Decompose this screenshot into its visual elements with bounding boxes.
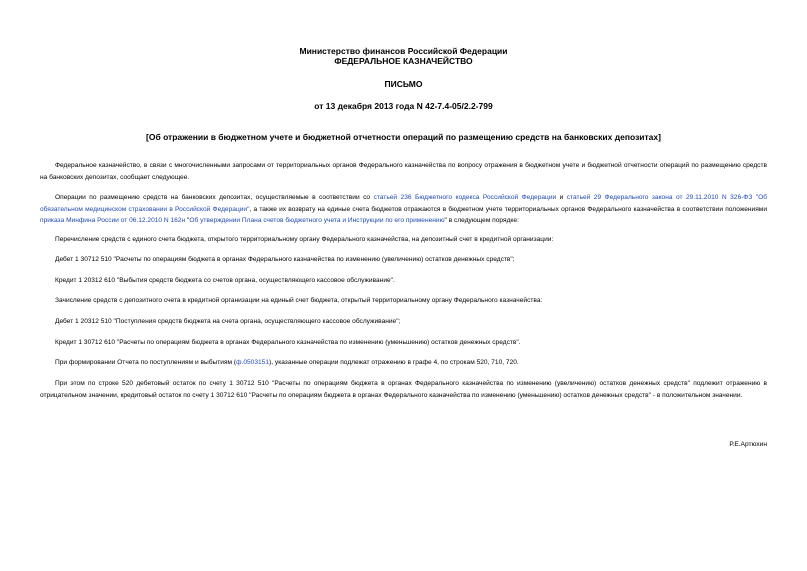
treasury-name: ФЕДЕРАЛЬНОЕ КАЗНАЧЕЙСТВО (334, 56, 473, 66)
paragraph-credit-1: Кредит 1 20312 610 "Выбытия средств бюджета со счетов органа, осуществляющего кассовое обслуживание". (55, 277, 395, 284)
link-form-0503151[interactable]: ф.0503151 (236, 359, 270, 366)
paragraph-debit-1: Дебет 1 30712 510 "Расчеты по операциям бюджета в органах Федерального казначейства по изменению (увеличению) остатков денежных средств"; (55, 256, 515, 263)
link-federal-law-326[interactable]: статьей 29 Федерального закона от 29.11.2010 N 326-ФЗ "Об обязательном медицинском страховании в Российской Федерации" (40, 194, 767, 213)
link-budget-code-article-236[interactable]: статьей 236 Бюджетного кодекса Российской Федерации (373, 194, 557, 201)
paragraph-report: При формировании Отчета по поступлениям и выбытиям (ф.0503151), указанные операции подлежат отражению в графе 4, по строкам 520, 710, 720. (55, 359, 519, 366)
link-order-162n[interactable]: приказа Минфина России от 06.12.2010 N 162н (40, 217, 186, 224)
ministry-name: Министерство финансов Российской Федерации (299, 46, 508, 56)
doc-subject: [Об отражении в бюджетном учете и бюджетной отчетности операций по размещению средств на банковских депозитах] (146, 132, 661, 142)
paragraph-transfer: Перечисление средств с единого счета бюджета, открытого территориальному органу Федерального казначейства, на депозитный счет в кредитной организации: (55, 236, 554, 243)
signature: Р.Е.Артюхин (729, 441, 767, 448)
paragraph-balances: При этом по строке 520 дебетовый остаток по счету 1 30712 510 "Расчеты по операциям бюджета в органах Федерального казначейства по изменению (увеличению) остатков денежных средств" подлежит отражению в отрицательном значении, кредитовый остаток по счету 1 30712 610 "Расчеты по операциям бюджета в органах Федерального казначейства по изменению (уменьшению) остатков денежных средств" - в положительном значении. (40, 380, 767, 399)
doc-type: ПИСЬМО (384, 79, 423, 89)
paragraph-credit-2: Кредит 1 30712 610 "Расчеты по операциям бюджета в органах Федерального казначейства по изменению (уменьшению) остатков денежных средств". (55, 339, 521, 346)
paragraph-operations: Операции по размещению средств на банковских депозитах, осуществляемые в соответствии со статьей 236 Бюджетного кодекса Российской Федерации и статьей 29 Федерального закона от 29.11.2010 N 326-ФЗ "Об обязательном медицинском страховании в Российской Федерации", а также их возврату на единые счета бюджетов отражаются в бюджетном учете территориальных органов Федерального казначейства в соответствии положениями приказа Минфина России от 06.12.2010 N 162н "Об утверждении Плана счетов бюджетного учета и Инструкции по его применению" в следующем порядке: (40, 194, 768, 224)
paragraph-crediting: Зачисление средств с депозитного счета в кредитной организации на единый счет бюджета, открытый территориальному органу Федерального казначейства: (55, 297, 543, 304)
doc-date-number: от 13 декабря 2013 года N 42-7.4-05/2.2-799 (314, 101, 493, 111)
paragraph-intro: Федеральное казначейство, в связи с многочисленными запросами от территориальных органов Федерального казначейства по вопросу отражения в бюджетном учете и бюджетной отчетности операций по размещению средств на банковских депозитах, сообщает следующее. (40, 162, 767, 181)
paragraph-debit-2: Дебет 1 20312 510 "Поступления средств бюджета на счета органа, осуществляющего кассовое обслуживание"; (55, 318, 401, 325)
link-accounts-plan[interactable]: Об утверждении Плана счетов бюджетного учета и Инструкции по его применению (189, 217, 445, 224)
